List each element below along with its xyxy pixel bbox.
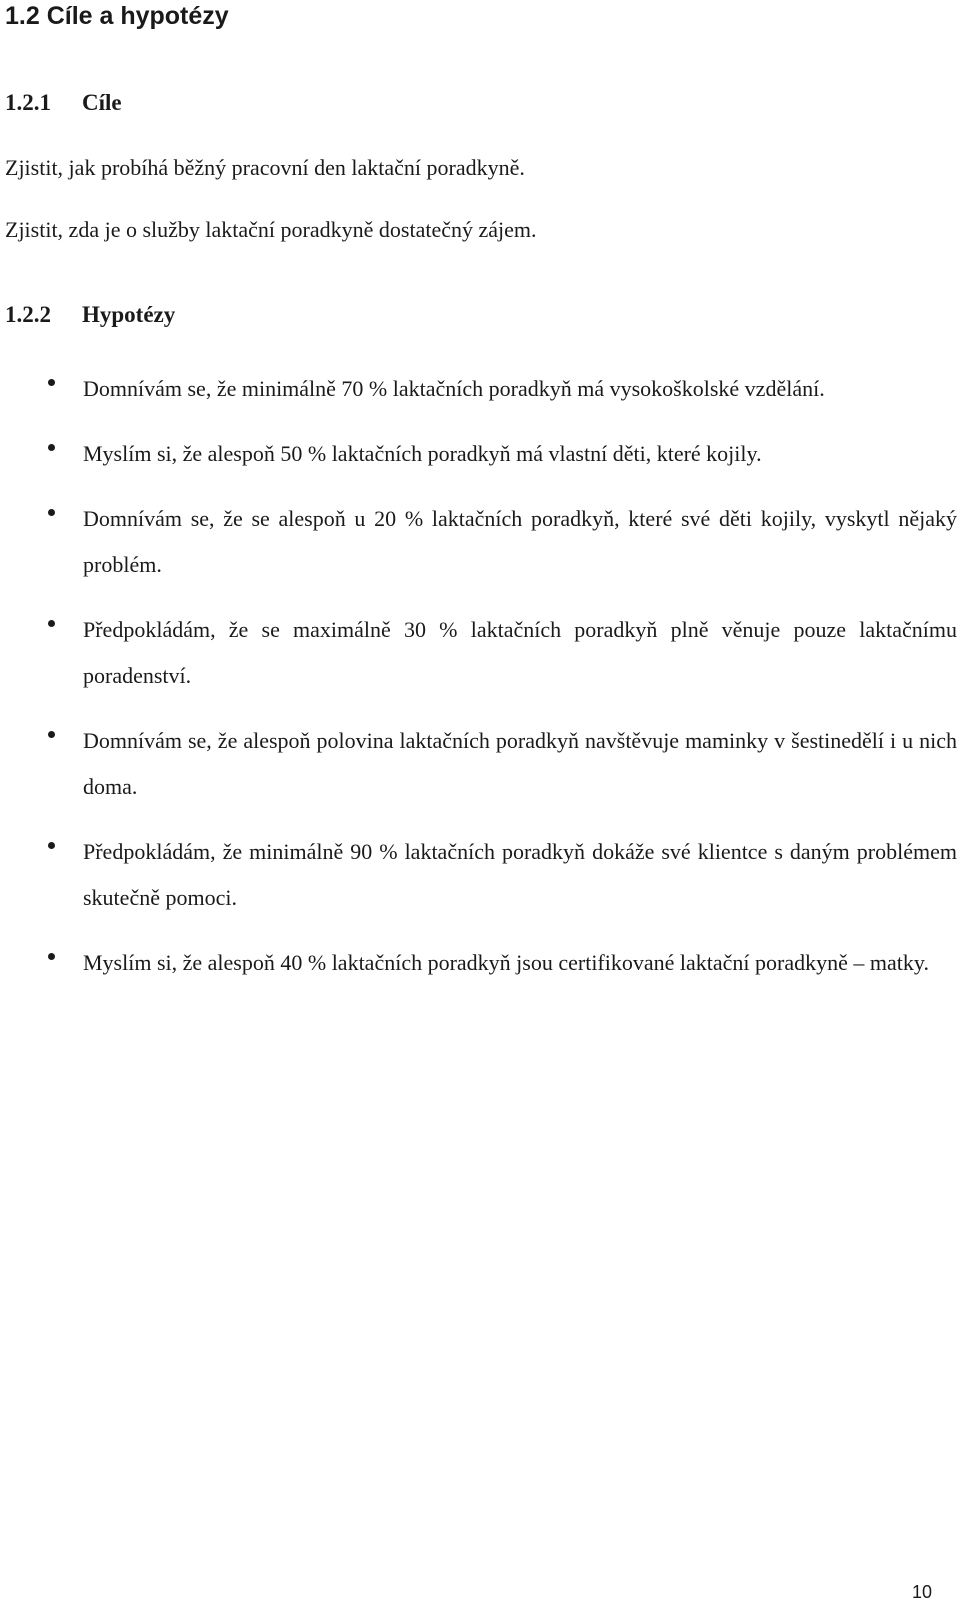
hypothesis-item-2 xyxy=(0,431,957,477)
hypotheses-heading-title: Hypotézy xyxy=(82,302,176,327)
bullet-icon xyxy=(48,842,55,849)
hypotheses-list xyxy=(0,366,960,1005)
goals-heading-title: Cíle xyxy=(82,90,122,115)
hypothesis-text: Předpokládám, že se maximálně 30 % laktačních poradkyň plně věnuje pouze laktačnímu poradenství. xyxy=(83,617,957,688)
hypothesis-text: Myslím si, že alespoň 50 % laktačních poradkyň má vlastní děti, které kojily. xyxy=(83,441,762,466)
goals-heading-number: 1.2.1 xyxy=(5,90,51,115)
hypothesis-text: Myslím si, že alespoň 40 % laktačních poradkyň jsou certifikované laktační poradkyně – matky. xyxy=(83,950,929,975)
hypothesis-text: Domnívám se, že se alespoň u 20 % laktačních poradkyň, které své děti kojily, vyskytl nějaký problém. xyxy=(83,506,957,577)
hypothesis-text: Domnívám se, že alespoň polovina laktačních poradkyň navštěvuje maminky v šestinedělí i u nich doma. xyxy=(83,728,957,799)
goal-paragraph-1: Zjistit, jak probíhá běžný pracovní den laktační poradkyně. xyxy=(5,155,525,180)
hypothesis-item-6 xyxy=(0,829,957,921)
bullet-icon xyxy=(48,509,55,516)
section-heading: 1.2 Cíle a hypotézy xyxy=(5,2,229,30)
goal-paragraph-2: Zjistit, zda je o služby laktační poradkyně dostatečný zájem. xyxy=(5,217,537,242)
bullet-icon xyxy=(48,444,55,451)
page-number: 10 xyxy=(911,1582,932,1602)
hypothesis-text: Předpokládám, že minimálně 90 % laktačních poradkyň dokáže své klientce s daným problémem skutečně pomoci. xyxy=(83,839,957,910)
hypothesis-item-1 xyxy=(0,366,957,412)
bullet-icon xyxy=(48,620,55,627)
hypothesis-item-5 xyxy=(0,718,957,810)
bullet-icon xyxy=(48,953,55,960)
hypotheses-heading xyxy=(5,300,175,330)
hypothesis-text: Domnívám se, že minimálně 70 % laktačních poradkyň má vysokoškolské vzdělání. xyxy=(83,376,825,401)
hypotheses-heading-number: 1.2.2 xyxy=(5,302,51,327)
hypothesis-item-7 xyxy=(0,940,957,986)
hypothesis-item-3 xyxy=(0,496,957,588)
bullet-icon xyxy=(48,379,55,386)
goals-heading xyxy=(5,88,122,118)
hypothesis-item-4 xyxy=(0,607,957,699)
bullet-icon xyxy=(48,731,55,738)
